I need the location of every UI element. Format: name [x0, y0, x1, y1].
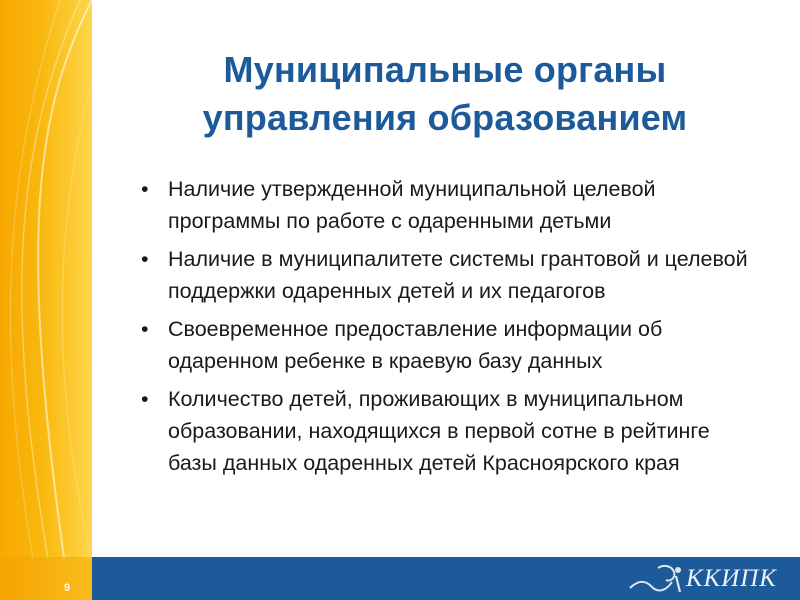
slide-title-line-1: Муниципальные органы	[223, 49, 667, 90]
bullet-item-text: Наличие в муниципалитете системы грантовой и целевой поддержки одаренных детей и их педагогов	[168, 247, 748, 303]
bullet-item-text: Количество детей, проживающих в муниципальном образовании, находящихся в первой сотне в рейтинге базы данных одаренных детей Красноярского края	[168, 387, 710, 475]
kkipk-logo-icon	[628, 560, 688, 597]
bullet-item-4	[138, 383, 758, 479]
bullet-item-text: Своевременное предоставление информации об одаренном ребенке в краевую базу данных	[168, 317, 663, 373]
bullet-item-text: Наличие утвержденной муниципальной целевой программы по работе с одаренными детьми	[168, 177, 656, 233]
kkipk-logo-text: ККИПК	[686, 565, 777, 592]
bullet-dot-icon: •	[141, 387, 149, 411]
swirl-decoration-icon	[0, 0, 92, 600]
side-decorative-band	[0, 0, 92, 600]
bullet-item-3	[138, 313, 758, 377]
bottom-left-accent	[0, 557, 92, 600]
bullet-dot-icon: •	[141, 317, 149, 341]
bullet-dot-icon: •	[141, 177, 149, 201]
slide-title	[110, 46, 780, 142]
slide-title-line-2: управления образованием	[202, 97, 688, 138]
bullet-dot-icon: •	[141, 247, 149, 271]
kkipk-logo	[628, 560, 793, 597]
bullet-item-2	[138, 243, 758, 307]
bullet-list	[138, 173, 758, 479]
bullet-item-1	[138, 173, 758, 237]
page-number: 9	[64, 582, 71, 594]
